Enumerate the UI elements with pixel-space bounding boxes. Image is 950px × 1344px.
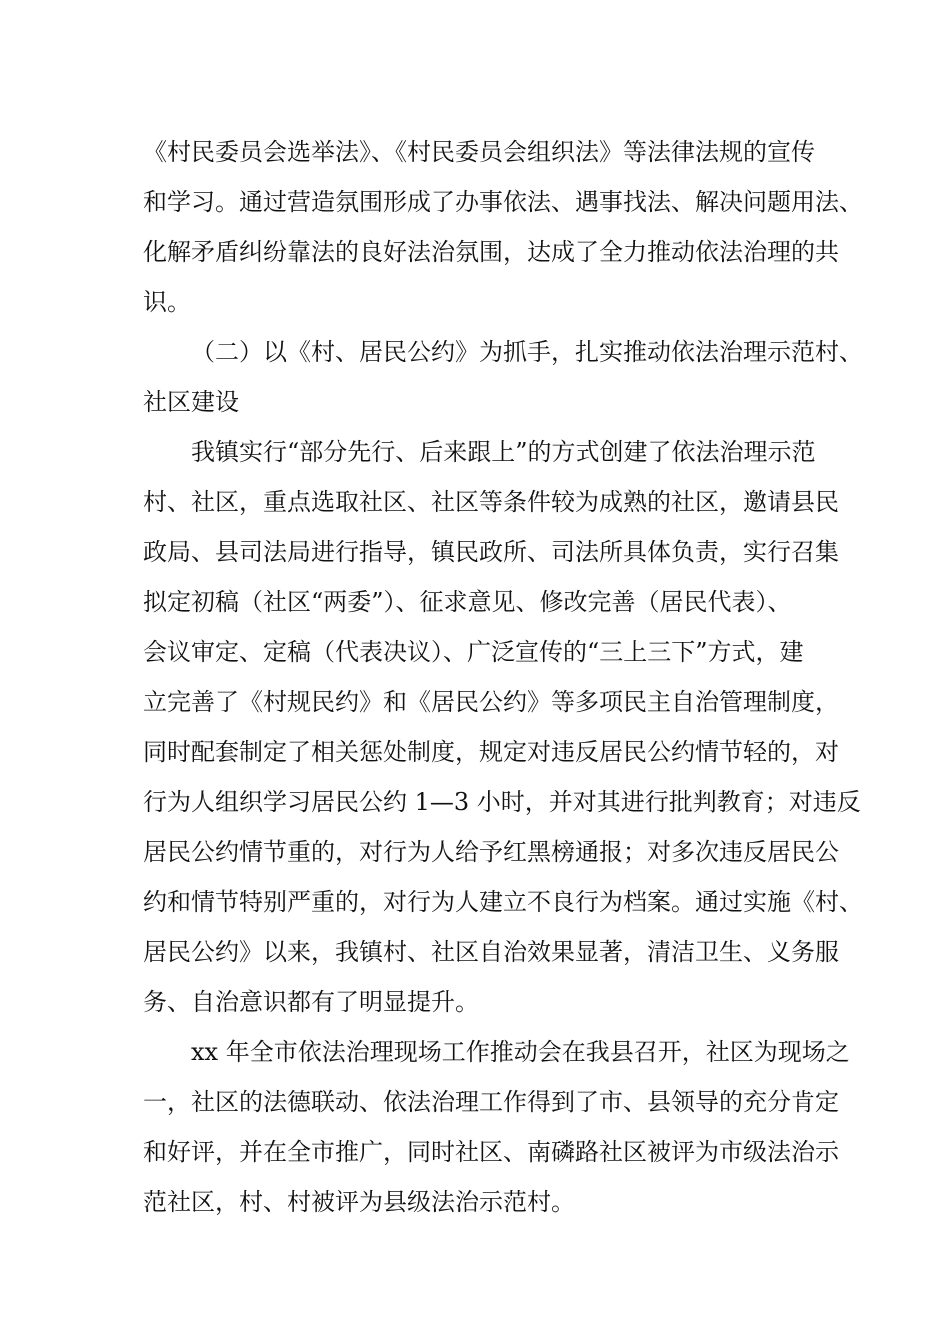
- text-line: 行为人组织学习居民公约 1—3 小时，并对其进行批判教育；对违反: [143, 788, 861, 816]
- section-heading-line: （二）以《村、居民公约》为抓手，扎实推动依法治理示范村、: [191, 338, 863, 366]
- text-line: 约和情节特别严重的，对行为人建立不良行为档案。通过实施《村、: [143, 888, 863, 916]
- text-line: 立完善了《村规民约》和《居民公约》等多项民主自治管理制度，: [143, 688, 839, 716]
- text-line: 《村民委员会选举法》、《村民委员会组织法》等法律法规的宣传: [143, 138, 815, 166]
- text-line: 会议审定、定稿（代表决议）、广泛宣传的“三上三下”方式，建: [143, 638, 804, 666]
- section-heading-line: 社区建设: [143, 388, 239, 416]
- text-line: 居民公约》以来，我镇村、社区自治效果显著，清洁卫生、义务服: [143, 938, 839, 966]
- text-line: 识。: [143, 288, 191, 316]
- text-line: 化解矛盾纠纷靠法的良好法治氛围，达成了全力推动依法治理的共: [143, 238, 839, 266]
- document-body: [143, 127, 863, 1227]
- text-line: 拟定初稿（社区“两委”）、征求意见、修改完善（居民代表）、: [143, 588, 792, 616]
- text-line: 我镇实行“部分先行、后来跟上”的方式创建了依法治理示范: [191, 438, 816, 466]
- text-line: 居民公约情节重的，对行为人给予红黑榜通报；对多次违反居民公: [143, 838, 839, 866]
- text-line: 和学习。通过营造氛围形成了办事依法、遇事找法、解决问题用法、: [143, 188, 863, 216]
- text-line: 范社区，村、村被评为县级法治示范村。: [143, 1188, 575, 1216]
- text-line: 和好评，并在全市推广，同时社区、南磷路社区被评为市级法治示: [143, 1138, 839, 1166]
- text-line: 同时配套制定了相关惩处制度，规定对违反居民公约情节轻的，对: [143, 738, 839, 766]
- text-line: 一，社区的法德联动、依法治理工作得到了市、县领导的充分肯定: [143, 1088, 839, 1116]
- text-line: 村、社区，重点选取社区、社区等条件较为成熟的社区，邀请县民: [143, 488, 839, 516]
- text-line: xx 年全市依法治理现场工作推动会在我县召开，社区为现场之: [191, 1038, 850, 1066]
- text-line: 务、自治意识都有了明显提升。: [143, 988, 479, 1016]
- text-line: 政局、县司法局进行指导，镇民政所、司法所具体负责，实行召集: [143, 538, 839, 566]
